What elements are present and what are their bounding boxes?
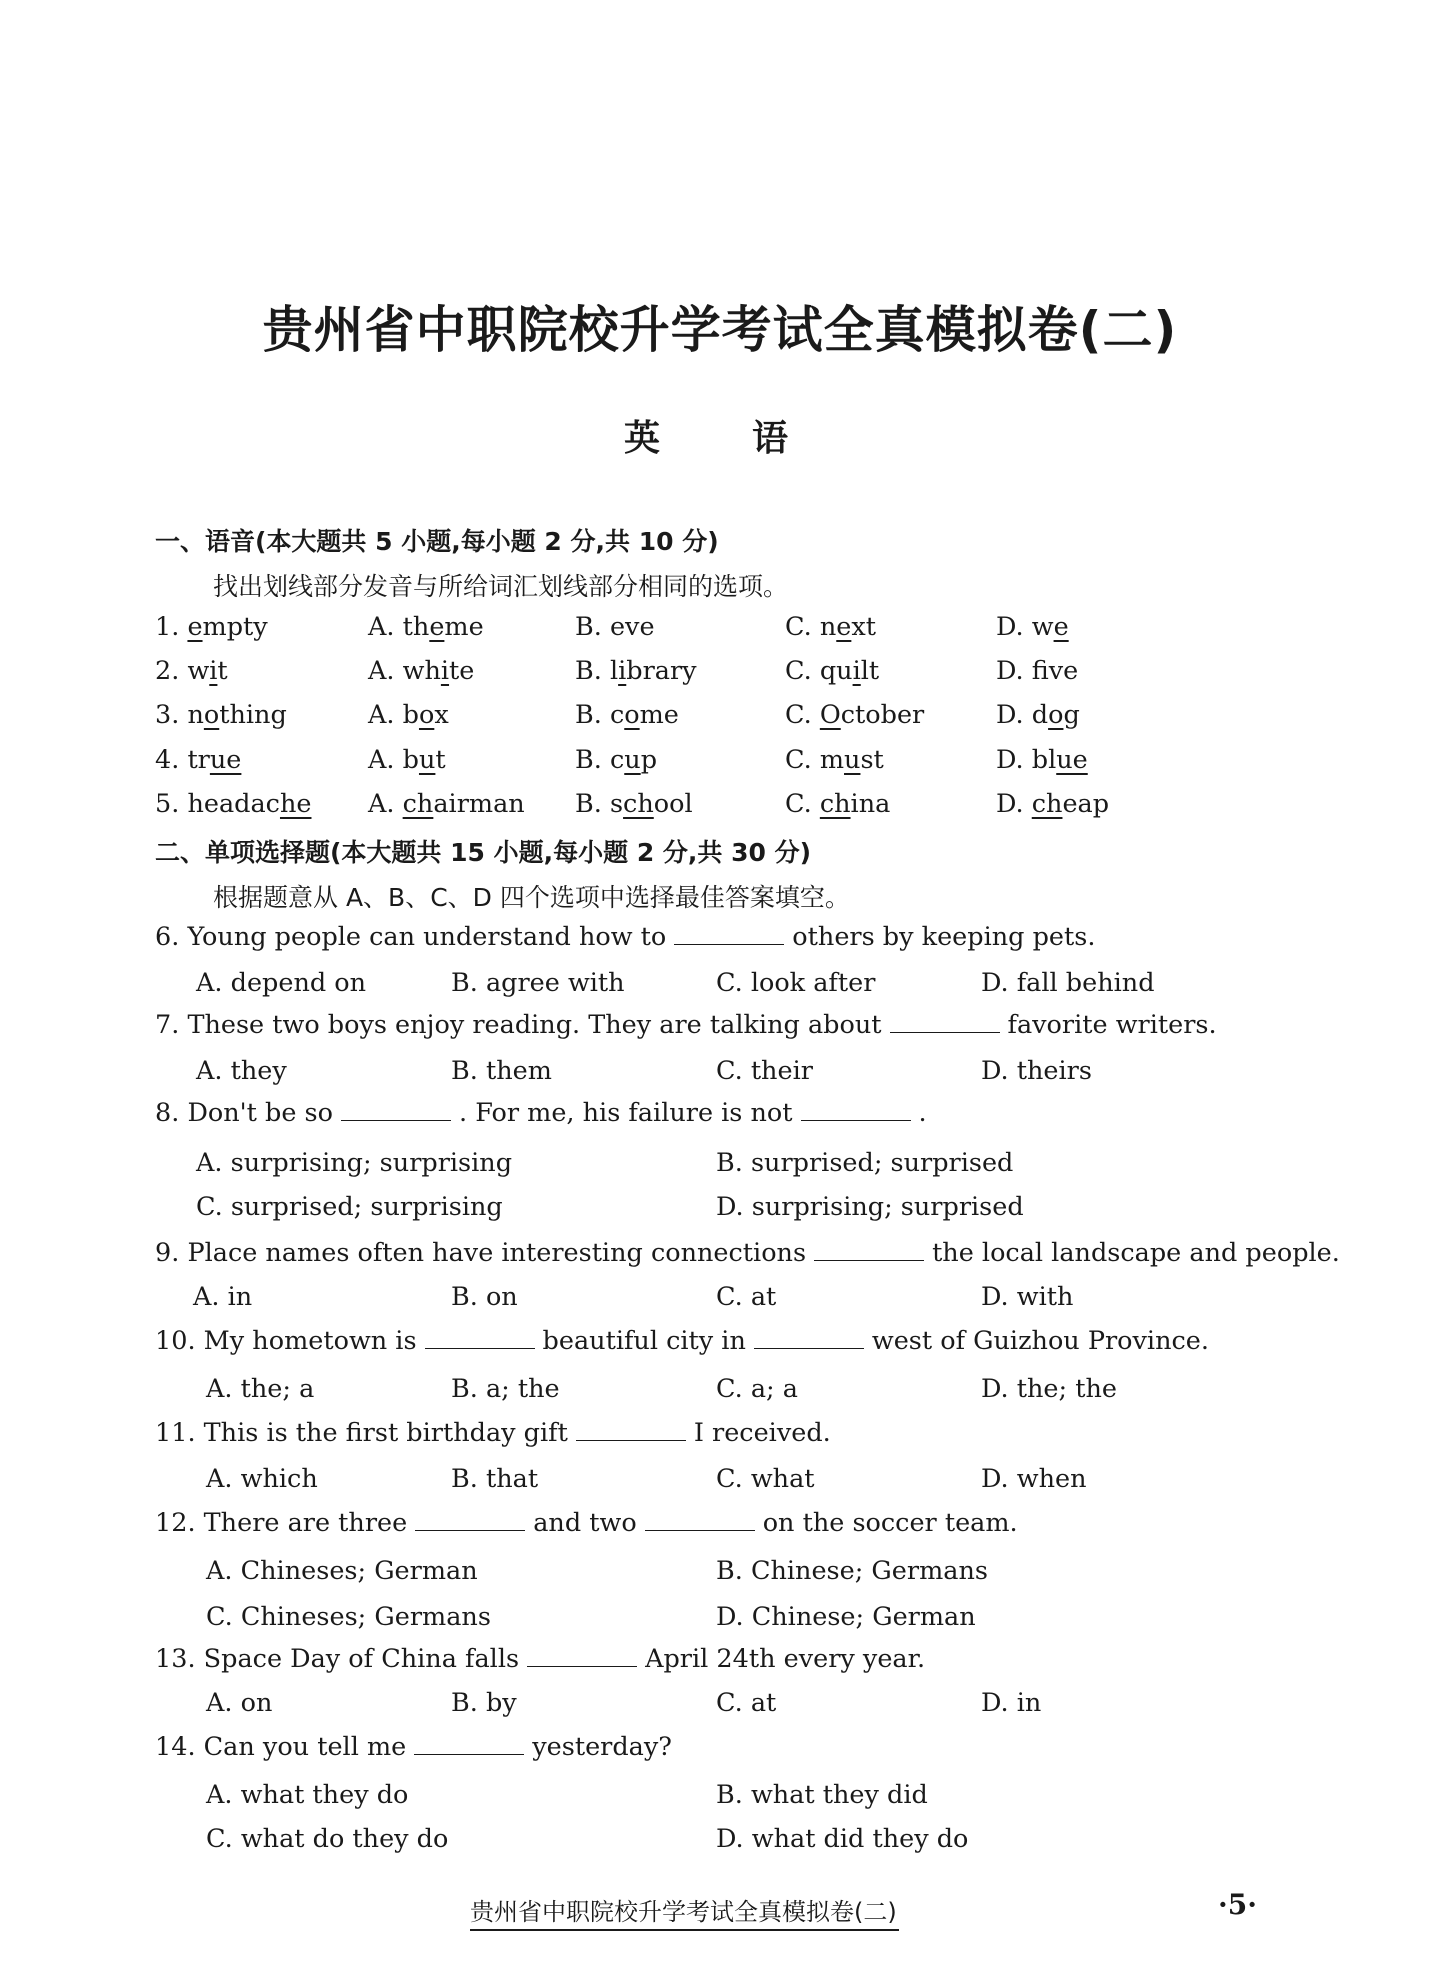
question-stem (155, 1644, 925, 1674)
question-word: 5. headache (155, 789, 312, 819)
question-stem (155, 1326, 1209, 1356)
section-2-instruction: 根据题意从 A、B、C、D 四个选项中选择最佳答案填空。 (213, 883, 850, 912)
underlined-letters: o (203, 700, 220, 730)
answer-option: B. a; the (451, 1374, 560, 1404)
underlined-letters: ue (1056, 745, 1088, 775)
question-word: 3. nothing (155, 700, 287, 730)
answer-option: B. them (451, 1056, 552, 1086)
answer-option: C. their (716, 1056, 813, 1086)
answer-option: D. blue (996, 745, 1088, 775)
underlined-letters: ue (209, 745, 242, 775)
answer-option: D. fve (996, 656, 1079, 686)
answer-blank (890, 1012, 1000, 1033)
answer-option: C. at (716, 1688, 777, 1718)
answer-option: B. surprised; surprised (716, 1148, 1014, 1178)
underlined-letters: ch (402, 789, 434, 819)
option-word: but (402, 745, 446, 775)
phonetic-word: nothing (187, 700, 287, 730)
answer-blank (414, 1734, 524, 1755)
question-word: 4. true (155, 745, 242, 775)
question-number: 10. (155, 1326, 204, 1356)
answer-blank (341, 1100, 451, 1121)
underlined-letters: u (624, 745, 641, 775)
answer-blank (814, 1240, 924, 1261)
stem-text: These two boys enjoy reading. They are talking about (187, 1010, 882, 1040)
question-word: 2. wit (155, 656, 228, 686)
question-number: 12. (155, 1508, 204, 1538)
section-2-heading: 二、单项选择题(本大题共 15 小题,每小题 2 分,共 30 分) (155, 838, 812, 867)
answer-blank (674, 924, 784, 945)
answer-option: B. by (451, 1688, 517, 1718)
stem-text: beautiful city in (542, 1326, 746, 1356)
answer-option: A. the; a (206, 1374, 315, 1404)
answer-option: A. they (196, 1056, 287, 1086)
option-word: fve (1031, 656, 1079, 686)
question-word: 1. empty (155, 612, 268, 642)
answer-option: D. fall behind (981, 968, 1155, 998)
option-word: eve (609, 612, 655, 642)
stem-text: the local landscape and people. (932, 1238, 1340, 1268)
option-word: October (819, 700, 925, 730)
answer-option: D. surprising; surprised (716, 1192, 1024, 1222)
answer-option: D. when (981, 1464, 1087, 1494)
answer-option: D. theirs (981, 1056, 1092, 1086)
footer-title: 贵州省中职院校升学考试全真模拟卷(二) (470, 1892, 899, 1931)
answer-option: A. theme (368, 612, 484, 642)
option-word: library (609, 656, 697, 686)
subject-title: 英 语 (623, 418, 816, 459)
answer-option: A. on (206, 1688, 273, 1718)
stem-text: Don't be so (187, 1098, 333, 1128)
question-stem (155, 1098, 927, 1128)
answer-option: D. the; the (981, 1374, 1117, 1404)
answer-option: B. agree with (451, 968, 625, 998)
underlined-letters: i (852, 656, 861, 686)
answer-option: C. next (785, 612, 876, 642)
answer-option: C. what do they do (206, 1824, 449, 1854)
option-word: dog (1031, 700, 1080, 730)
section-1-heading: 一、语音(本大题共 5 小题,每小题 2 分,共 10 分) (155, 527, 719, 556)
answer-option: D. what did they do (716, 1824, 969, 1854)
question-number: 8. (155, 1098, 188, 1128)
question-number: 13. (155, 1644, 204, 1674)
answer-blank (754, 1328, 864, 1349)
answer-option: B. come (575, 700, 679, 730)
section-1-instruction: 找出划线部分发音与所给词汇划线部分相同的选项。 (213, 572, 789, 601)
question-number: 11. (155, 1418, 204, 1448)
answer-option: B. eve (575, 612, 655, 642)
answer-option: A. depend on (196, 968, 367, 998)
phonetic-word: empty (187, 612, 268, 642)
underlined-letters: i (618, 656, 627, 686)
underlined-letters: ch (819, 789, 851, 819)
stem-text: . For me, his failure is not (458, 1098, 793, 1128)
answer-blank (415, 1510, 525, 1531)
option-word: box (402, 700, 449, 730)
underlined-letters: e (429, 612, 445, 642)
question-number: 14. (155, 1732, 204, 1762)
stem-text: Space Day of China falls (203, 1644, 520, 1674)
underlined-letters: e (836, 612, 852, 642)
answer-option: A. but (368, 745, 446, 775)
stem-text: I received. (693, 1418, 831, 1448)
question-number: 9. (155, 1238, 188, 1268)
answer-option: C. must (785, 745, 884, 775)
question-stem (155, 1418, 831, 1448)
underlined-letters: e (1053, 612, 1069, 642)
answer-option: C. October (785, 700, 925, 730)
phonetic-word: true (187, 745, 242, 775)
answer-blank (425, 1328, 535, 1349)
answer-blank (527, 1646, 637, 1667)
answer-option: A. white (368, 656, 475, 686)
answer-option: D. with (981, 1282, 1074, 1312)
underlined-letters: o (418, 700, 435, 730)
answer-blank (645, 1510, 755, 1531)
option-word: school (609, 789, 693, 819)
answer-option: C. Chineses; Germans (206, 1602, 491, 1632)
page-number: ·5· (1218, 1888, 1257, 1921)
answer-blank (801, 1100, 911, 1121)
stem-text: favorite writers. (1007, 1010, 1217, 1040)
underlined-letters: o (1048, 700, 1064, 730)
answer-option: B. school (575, 789, 693, 819)
underlined-letters: i (209, 656, 218, 686)
answer-option: A. which (206, 1464, 318, 1494)
answer-option: A. what they do (206, 1780, 409, 1810)
option-word: quilt (819, 656, 880, 686)
answer-option: C. what (716, 1464, 815, 1494)
underlined-letters: ch (623, 789, 654, 819)
option-word: blue (1031, 745, 1088, 775)
option-word: must (819, 745, 884, 775)
question-stem (155, 1010, 1217, 1040)
answer-option: A. in (193, 1282, 253, 1312)
answer-blank (576, 1420, 686, 1441)
answer-option: C. quilt (785, 656, 880, 686)
answer-option: D. Chinese; German (716, 1602, 976, 1632)
stem-text: others by keeping pets. (792, 922, 1096, 952)
page-title: 贵州省中职院校升学考试全真模拟卷(二) (262, 301, 1178, 359)
question-stem (155, 1238, 1340, 1268)
stem-text: Young people can understand how to (187, 922, 667, 952)
answer-option: B. on (451, 1282, 518, 1312)
underlined-letters: O (819, 700, 841, 730)
stem-text: My hometown is (203, 1326, 417, 1356)
underlined-letters: u (418, 745, 436, 775)
stem-text: Place names often have interesting connections (187, 1238, 807, 1268)
underlined-letters: i (440, 656, 450, 686)
question-stem (155, 922, 1095, 952)
question-stem (155, 1732, 672, 1762)
underlined-letters: e (187, 612, 203, 642)
question-stem (155, 1508, 1018, 1538)
answer-option: B. cup (575, 745, 658, 775)
option-word: theme (402, 612, 484, 642)
option-word: cup (609, 745, 658, 775)
answer-option: C. china (785, 789, 891, 819)
underlined-letters: ch (1031, 789, 1063, 819)
stem-text: Can you tell me (203, 1732, 407, 1762)
option-word: white (402, 656, 475, 686)
option-word: cheap (1031, 789, 1110, 819)
answer-option: C. surprised; surprising (196, 1192, 503, 1222)
question-number: 6. (155, 922, 188, 952)
answer-option: B. library (575, 656, 697, 686)
stem-text: yesterday? (532, 1732, 672, 1762)
stem-text: west of Guizhou Province. (871, 1326, 1209, 1356)
stem-text: and two (533, 1508, 637, 1538)
answer-option: A. chairman (368, 789, 525, 819)
option-word: chairman (402, 789, 525, 819)
phonetic-word: headache (187, 789, 312, 819)
answer-option: B. that (451, 1464, 539, 1494)
option-word: next (819, 612, 876, 642)
answer-option: D. cheap (996, 789, 1110, 819)
answer-option: C. at (716, 1282, 777, 1312)
answer-option: A. box (368, 700, 449, 730)
option-word: come (609, 700, 679, 730)
stem-text: There are three (203, 1508, 408, 1538)
answer-option: B. what they did (716, 1780, 928, 1810)
answer-option: B. Chinese; Germans (716, 1556, 988, 1586)
underlined-letters: u (844, 745, 861, 775)
option-word: we (1031, 612, 1069, 642)
underlined-letters: he (279, 789, 312, 819)
answer-option: D. in (981, 1688, 1042, 1718)
underlined-letters: o (624, 700, 640, 730)
answer-option: D. we (996, 612, 1069, 642)
stem-text: . (918, 1098, 927, 1128)
answer-option: C. look after (716, 968, 876, 998)
stem-text: This is the first birthday gift (203, 1418, 568, 1448)
answer-option: D. dog (996, 700, 1080, 730)
stem-text: on the soccer team. (762, 1508, 1018, 1538)
question-number: 7. (155, 1010, 188, 1040)
answer-option: A. Chineses; German (206, 1556, 478, 1586)
phonetic-word: wit (187, 656, 228, 686)
stem-text: April 24th every year. (645, 1644, 926, 1674)
answer-option: C. a; a (716, 1374, 798, 1404)
answer-option: A. surprising; surprising (196, 1148, 513, 1178)
option-word: china (819, 789, 891, 819)
